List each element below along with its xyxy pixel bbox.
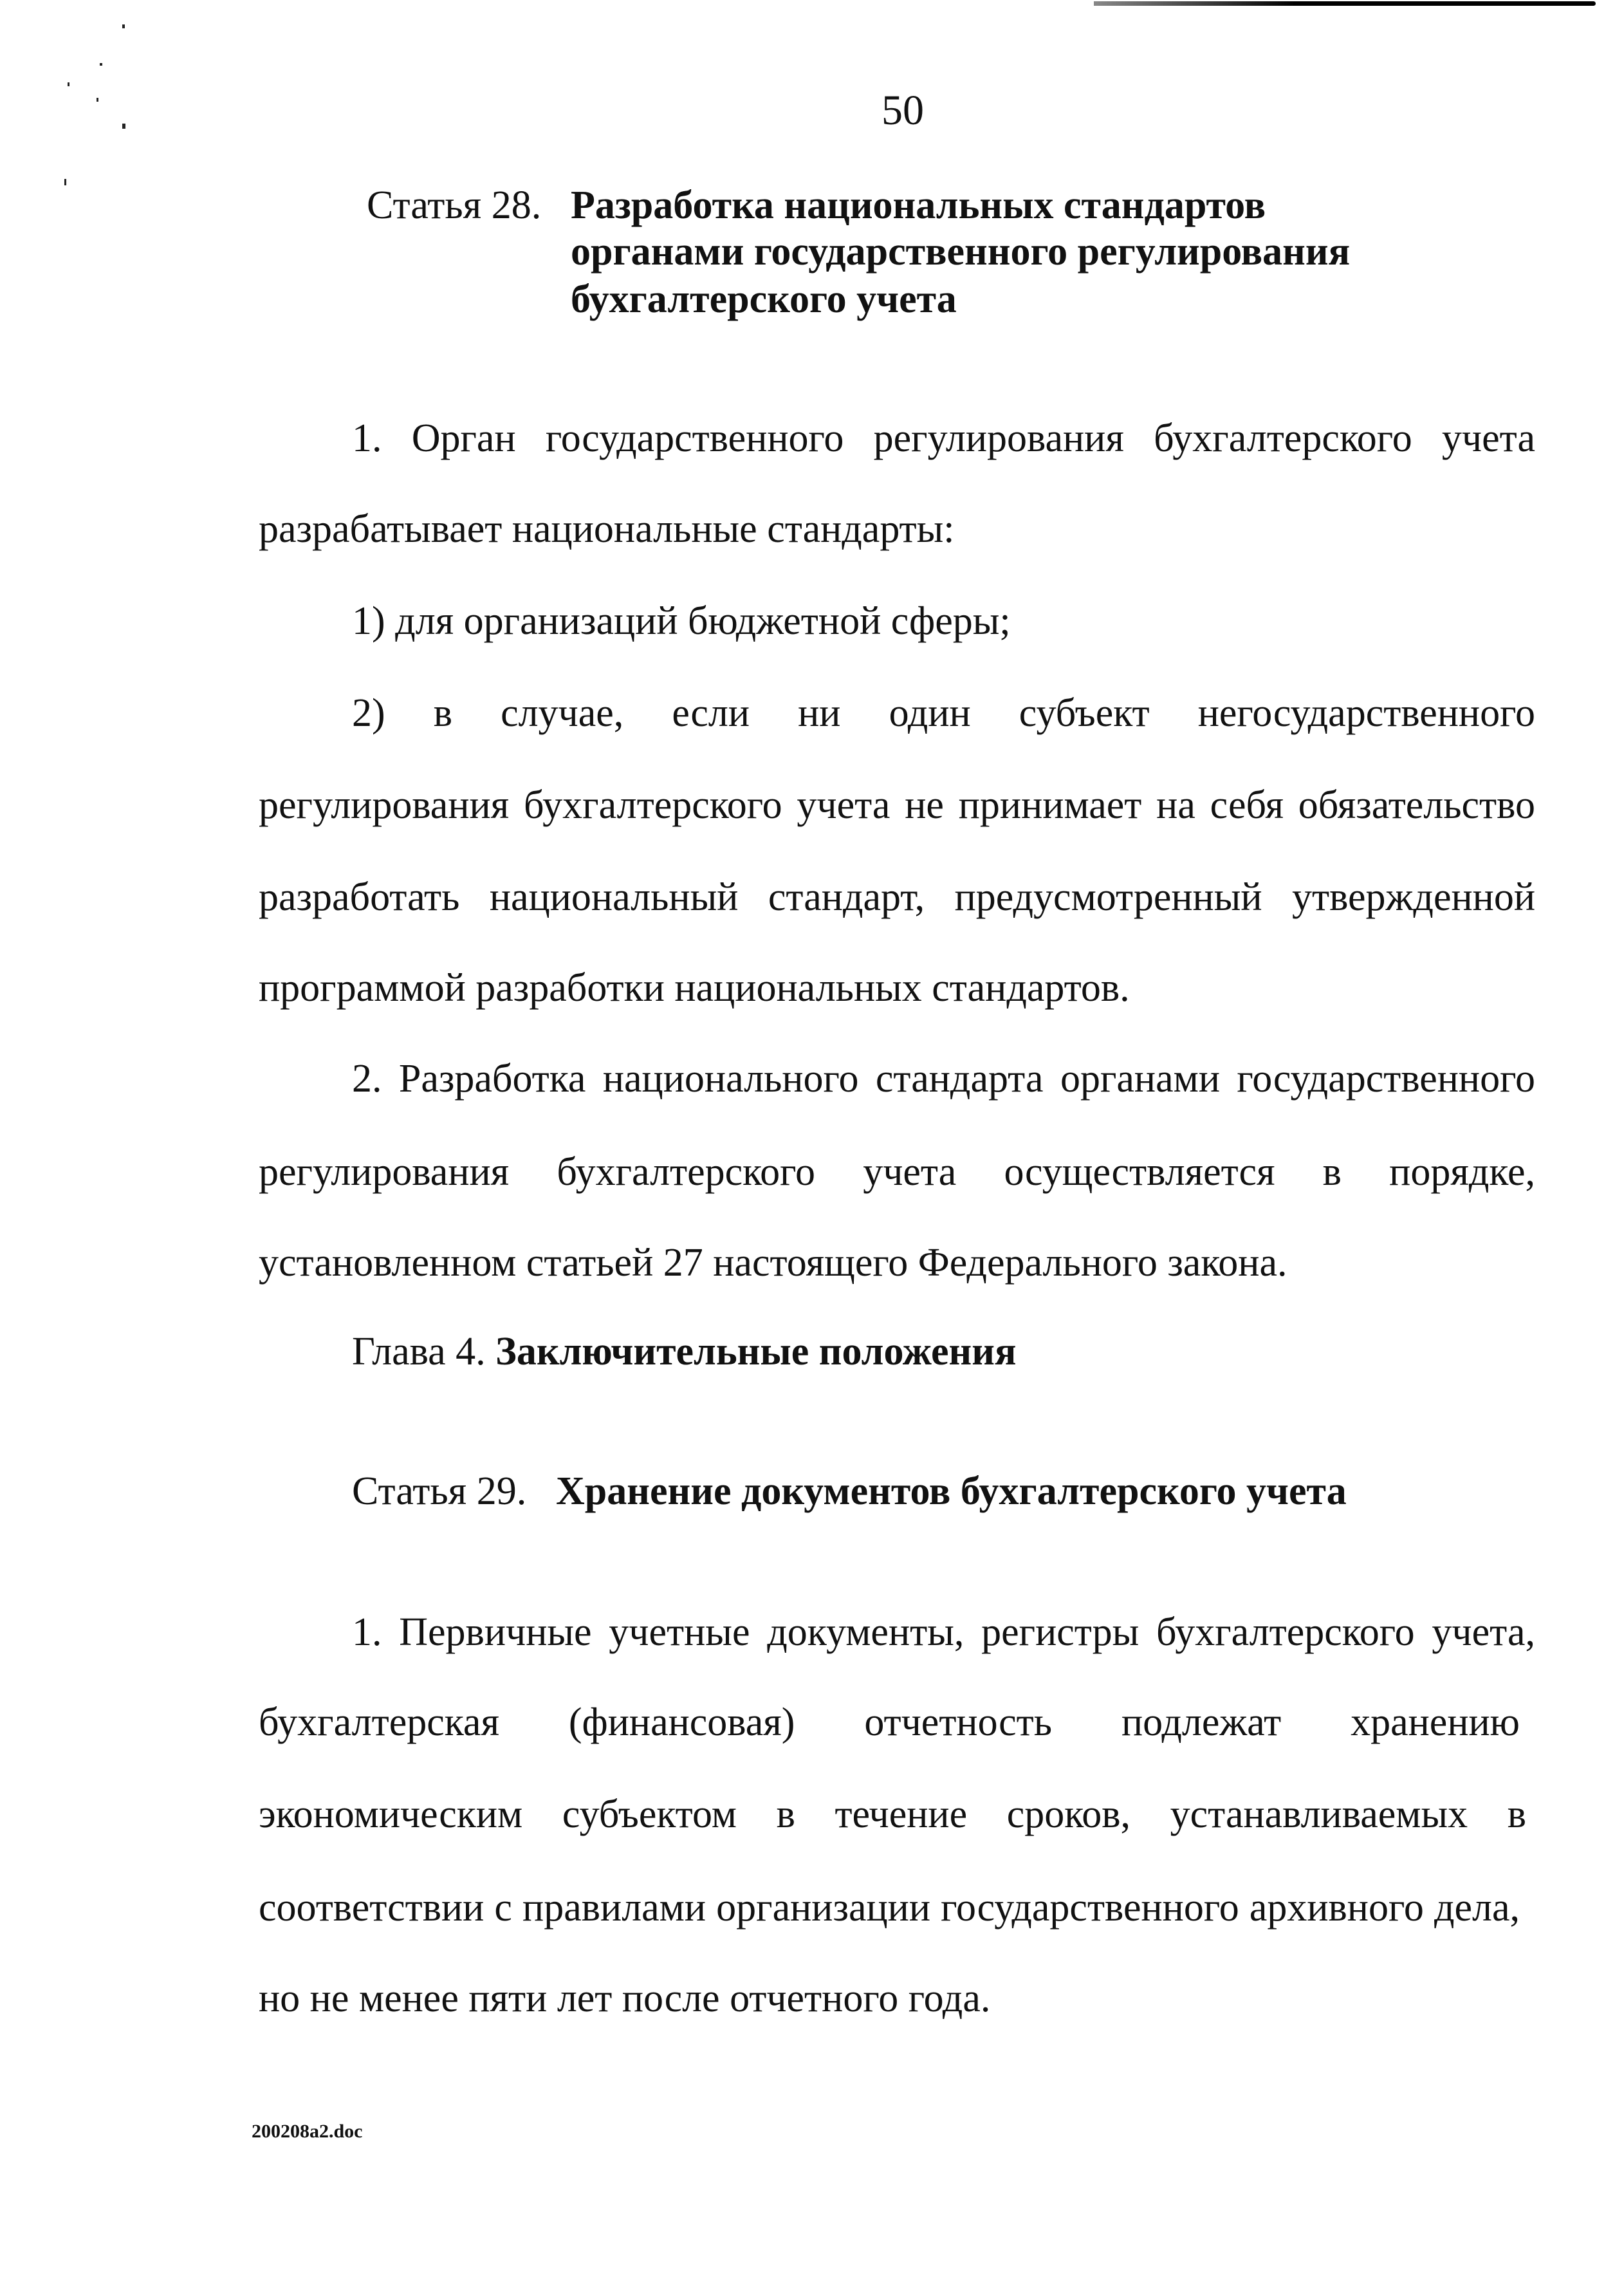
text-line: установленном статьей 27 настоящего Федерального закона.	[259, 1241, 1287, 1285]
footer-filename: 200208a2.doc	[252, 2121, 363, 2142]
article-title-line: органами государственного регулирования	[571, 230, 1351, 274]
article-label: Статья 28.	[367, 183, 542, 227]
text-line: разработать национальный стандарт, предусмотренный утвержденной	[259, 875, 1535, 919]
text-line: экономическим субъектом в течение сроков, устанавливаемых в	[259, 1792, 1526, 1836]
scan-edge-line	[1094, 1, 1596, 6]
scan-speck	[122, 24, 125, 28]
text-line: 1. Первичные учетные документы, регистры бухгалтерского учета,	[352, 1610, 1535, 1654]
text-line: бухгалтерская (финансовая) отчетность подлежат хранению	[259, 1700, 1520, 1744]
text-line: соответствии с правилами организации государственного архивного дела,	[259, 1886, 1520, 1930]
article-title: Хранение документов бухгалтерского учета	[556, 1469, 1347, 1513]
scan-speck	[97, 98, 98, 102]
text-line: разрабатывает национальные стандарты:	[259, 507, 955, 551]
scan-speck	[64, 179, 66, 185]
scan-speck	[122, 124, 125, 129]
page-number: 50	[881, 87, 924, 134]
text-line: 2. Разработка национального стандарта органами государственного	[352, 1057, 1535, 1101]
scan-speck	[100, 63, 102, 66]
text-line: программой разработки национальных стандартов.	[259, 966, 1130, 1010]
text-line: регулирования бухгалтерского учета осуществляется в порядке,	[259, 1150, 1535, 1194]
chapter-label: Глава 4.	[352, 1330, 486, 1373]
article-title-line: Разработка национальных стандартов	[571, 183, 1266, 227]
text-line: регулирования бухгалтерского учета не принимает на себя обязательство	[259, 783, 1535, 827]
text-line: 1) для организаций бюджетной сферы;	[352, 599, 1011, 643]
text-line: 1. Орган государственного регулирования бухгалтерского учета	[352, 416, 1535, 460]
text-line: но не менее пяти лет после отчетного года.	[259, 1977, 991, 2020]
scan-speck	[68, 82, 69, 86]
chapter-title: Заключительные положения	[495, 1330, 1017, 1373]
article-label: Статья 29.	[352, 1469, 527, 1513]
text-line: 2) в случае, если ни один субъект негосударственного	[352, 691, 1535, 735]
article-title-line: бухгалтерского учета	[571, 277, 957, 321]
chapter-heading-line	[352, 1326, 1017, 1377]
